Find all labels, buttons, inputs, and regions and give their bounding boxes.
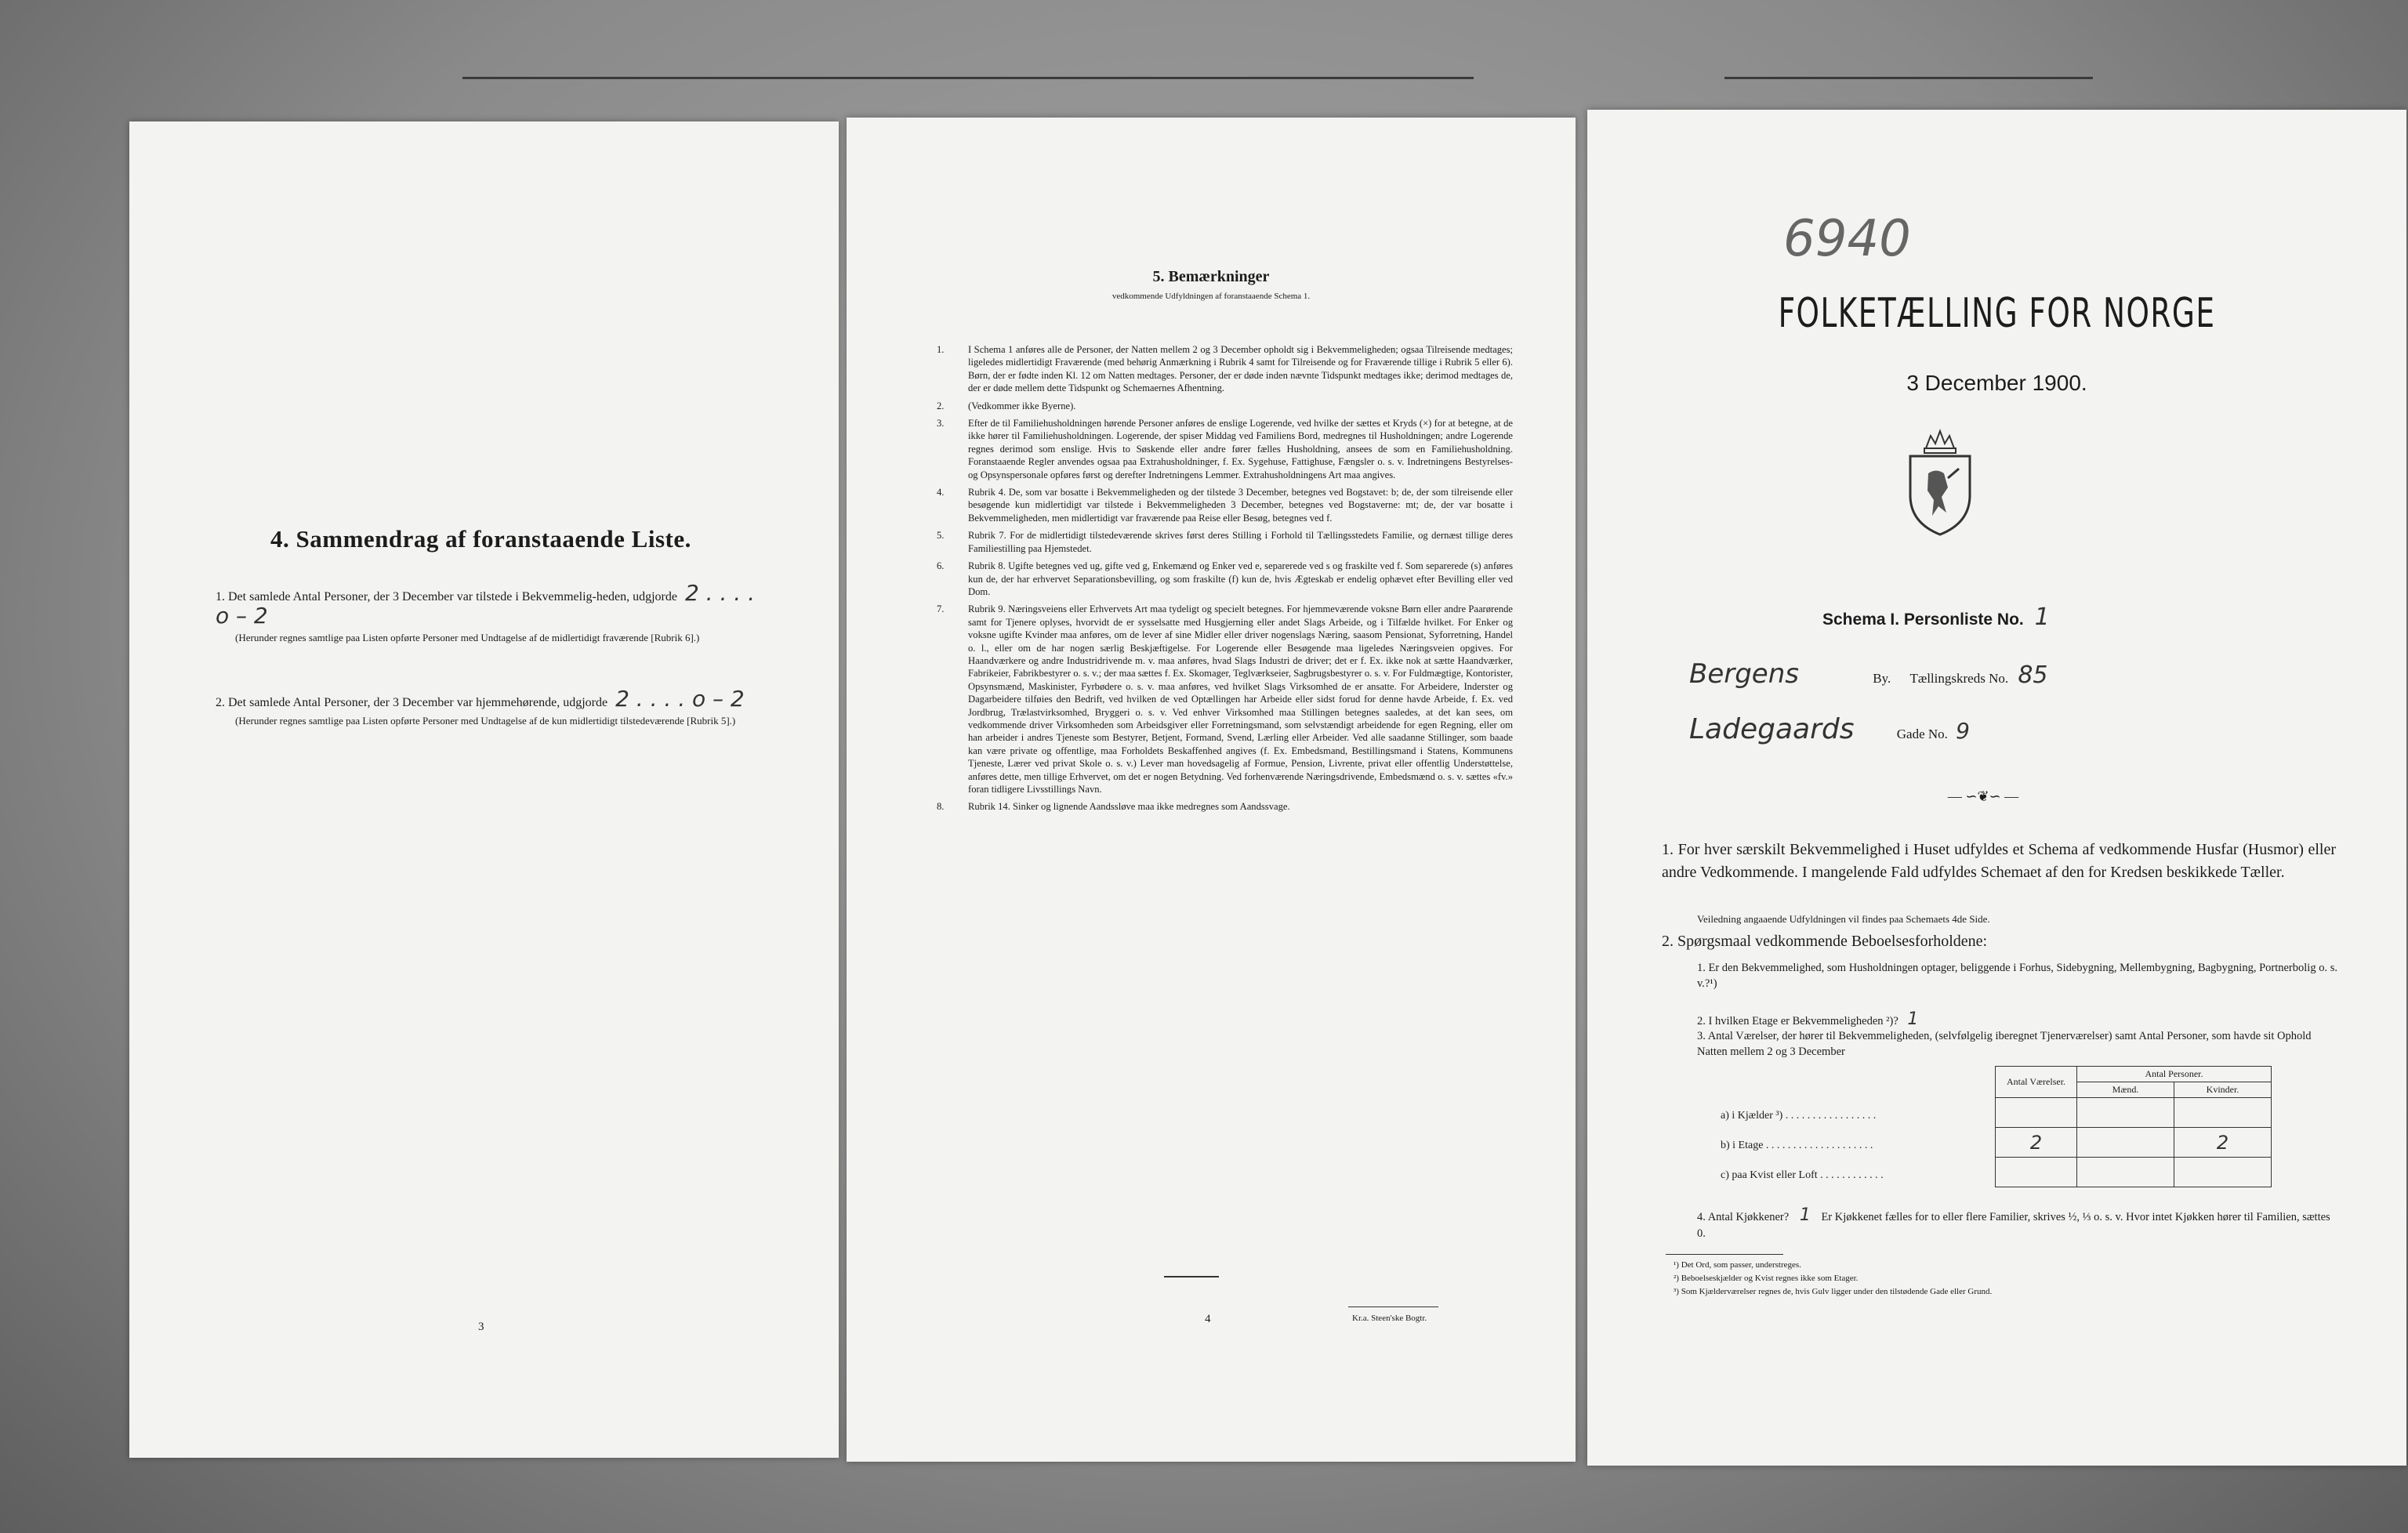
instruction-1: 1. For hver særskilt Bekvemmelighed i Huset udfyldes et Schema af vedkommende Husfar (Husmor) eller andre Vedkommende. I mangelende Fald udfyldes Schemaet af den for Kredsen beskikkede Tæller. (1662, 841, 2336, 881)
street-value: Ladegaards (1689, 713, 1855, 745)
question-4 (1697, 1207, 2340, 1242)
city-label: By. (1873, 671, 1891, 686)
table-row-a-rooms (1996, 1098, 2077, 1128)
instruction-2: 2. Spørgsmaal vedkommende Beboelsesforholdene: (1662, 933, 1988, 950)
remark-number: 8. (937, 801, 945, 813)
footnotes (1674, 1259, 2363, 1299)
table-label-a: a) i Kjælder ³) . . . . . . . . . . . . . . . . . (1721, 1110, 1877, 1122)
question-4-text: 4. Antal Kjøkkener? (1697, 1211, 1790, 1223)
instruction-1-note: Veiledning angaaende Udfyldningen vil findes paa Schemaets 4de Side. (1697, 913, 1990, 925)
table-label-b: b) i Etage . . . . . . . . . . . . . . . . . . . . (1721, 1140, 1873, 1151)
top-rule (462, 77, 1474, 79)
remark-number: 5. (937, 530, 945, 542)
ornament-divider: — ∽❦∽ — (1947, 788, 2019, 804)
archive-stamp-number: 6940 (1783, 210, 1911, 268)
table-row-a-women (2174, 1098, 2272, 1128)
remark-item (937, 603, 1513, 795)
remark-text: Efter de til Familiehusholdningen hørende Personer anføres de enslige Logerende, ved hvilke der sættes et Kryds (×) for at betegne, at de ikke hører til Familiehusholdningen. Logerende, der spiser Middag ved Familiens Bord, medregnes til Husholdningen; andre Logerende regnes derimod som enslige. Hvis to Søskende eller andre fører fælles Husholdning, ansees de som en Familiehusholdning. Foranstaaende Regler anvendes ogsaa paa Extrahusholdninger, f. Ex. Sygehuse, Fattighuse, Fængsler o. s. v. Indretningens Bestyrelses- og Opsynspersonale opføres først og derefter Indretningens Lemmer. Extrahusholdningens Art maa angives. (968, 418, 1513, 480)
table-row-b-women: 2 (2174, 1128, 2272, 1158)
table-head-men: Mænd. (2077, 1082, 2174, 1098)
remark-number: 4. (937, 487, 945, 498)
remark-item (937, 800, 1513, 813)
table-head-rooms: Antal Værelser. (1996, 1067, 2077, 1098)
form-date: 3 December 1900. (1906, 371, 2087, 395)
table-head-women: Kvinder. (2174, 1082, 2272, 1098)
question-2-text: 2. I hvilken Etage er Bekvemmeligheden ²)? (1697, 1015, 1898, 1027)
table-row-b-men (2077, 1128, 2174, 1158)
remark-item (937, 417, 1513, 481)
district-value: 85 (2018, 661, 2048, 689)
remark-text: (Vedkommer ikke Byerne). (968, 400, 1076, 411)
footnote-3: ³) Som Kjælderværelser regnes de, hvis Gulv ligger under den tilstødende Gade eller Grund. (1674, 1287, 1993, 1296)
remark-number: 3. (937, 418, 945, 429)
remarks-subheading: vedkommende Udfyldningen af foranstaaende Schema 1. (1112, 292, 1311, 301)
street-line (1689, 713, 2395, 745)
summary-item-1-note: (Herunder regnes samtlige paa Listen opførte Personer med Undtagelse af de midlertidigt fraværende [Rubrik 6].) (235, 632, 700, 643)
page-4-remarks (847, 118, 1576, 1462)
footnote-rule (1666, 1254, 1783, 1255)
table-row-c-men (2077, 1158, 2174, 1187)
remark-item (937, 529, 1513, 555)
table-head-persons: Antal Personer. (2077, 1067, 2272, 1082)
city-line (1689, 658, 2395, 690)
remark-text: Rubrik 14. Sinker og lignende Aandssløve maa ikke medregnes som Aandssvage. (968, 801, 1290, 813)
summary-item-2-note: (Herunder regnes samtlige paa Listen opførte Personer med Undtagelse af de kun midlertidigt tilstedeværende [Rubrik 5].) (235, 715, 736, 727)
remark-item (937, 560, 1513, 598)
question-2-value: 1 (1907, 1009, 1919, 1029)
remark-number: 2. (937, 400, 945, 411)
table-row-a-men (2077, 1098, 2174, 1128)
remark-number: 1. (937, 344, 945, 355)
rooms-table (1995, 1066, 2272, 1187)
city-value: Bergens (1689, 658, 1799, 690)
table-label-c: c) paa Kvist eller Loft . . . . . . . . . . . . (1721, 1169, 1884, 1181)
table-row-b-rooms: 2 (1996, 1128, 2077, 1158)
question-1: 1. Er den Bekvemmelighed, som Husholdningen optager, beliggende i Forhus, Sidebygning, Mellembygning, Bagbygning, Portnerbolig o. s. v.?¹) (1697, 962, 2337, 990)
form-title: FOLKETÆLLING FOR NORGE (1778, 290, 2216, 337)
norwegian-coat-of-arms-icon (1901, 425, 1979, 538)
summary-item-1-value: 2 . . . . o – 2 (216, 580, 755, 629)
schema-number-value: 1 (2034, 603, 2050, 631)
remark-text: Rubrik 4. De, som var bosatte i Bekvemmeligheden og der tilstede 3 December, betegnes ved Bogstavet: b; de, der som tilreisende eller besøgende kun midlertidigt var tilstede i Bekvemmeligheden 3 December, betegnes ved Bogstaverne: mt; de, der var bosatte i Bekvemmeligheden, men midlertidigt var fraværende paa Reise eller Besøg, betegnes ved f. (968, 487, 1513, 524)
summary-item-1-text: 1. Det samlede Antal Personer, der 3 December var tilstede i Bekvemmelig-heden, udgjorde (216, 590, 677, 603)
remark-text: Rubrik 9. Næringsveiens eller Erhvervets Art maa tydeligt og specielt betegnes. For hjemmeværende voksne Børn eller andre Paarørende samt for Tjenere oplyses, hvorvidt de er sysselsatte med Husgjerning eller andet Slags Arbeide, og i Tilfælde hvilket. For Enker og voksne ugifte Kvinder maa anføres, om de lever af sine Midler eller driver nogenslags Næring, saasom Pensionat, Syforretning, Handel o. l., eller om de har nogen særlig Beskjæftigelse. For Logerende eller Besøgende maa ligeledes Næringsveien opgives. For Haandværkere og andre Industridrivende m. v. maa anføres, hvad Slags Industri de driver; det er f. Ex. ikke nok at sætte Haandværker, Fabrikeier, Fabrikbestyrer o. s. v.; der maa sættes f. Ex. Skomager, Teglværkseier, Sagbrugsbestyrer o. s. v. For Fuldmægtige, Kontorister, Opsynsmænd, Maskinister, Fyrbødere o. s. v. maa anføres, ved hvilket Slags Virksomhed de er ansatte. For Arbeidere, Inderster og Dagarbeidere tilføies den Bedrift, ved hvilken de ved Optællingen har Arbeide eller sidst forud for denne havde Arbeide, f. Ex. ved Jordbrug, Trælastvirksomhed, Bryggeri o. s. v. Ved enhver Virksomhed maa Stillingen betegnes saaledes, at det kan sees, om vedkommende driver Virksomheden som Arbeidsgiver eller Forretningsmand, som selvstændigt arbeidende for egen Regning, eller om han arbeider i andres Tjeneste som Bestyrer, Betjent, Formand, Svend, Lærling eller Arbeider. Ved alle saadanne Stillinger, som baade kan være private og offentlige, maa Forholdets Beskaffenhed angives (f. Ex. Embedsmand, Bestillingsmand i Statens, Kommunens Tjeneste, Lærer ved privat Skole o. s. v.) Lever man hovedsagelig af Formue, Pension, Livrente, privat eller offentlig Understøttelse, anføres dette, men tillige Erhvervet, om det er nogen Betydning. Ved forhenværende Næringsdrivende, Embedsmænd o. s. v. sættes «fv.» foran tidligere Livsstillings Navn. (968, 603, 1513, 795)
remark-text: Rubrik 8. Ugifte betegnes ved ug, gifte ved g, Enkemænd og Enker ved e, separerede ved s og fraskilte ved f. Som separerede (s) anføres kun de, der har erhvervet Separationsbevilling, og som fraskilte (f) kun de, hvis Ægteskab er endelig ophævet efter Bevilling eller ved Dom. (968, 560, 1513, 597)
remarks-divider (1164, 1276, 1219, 1278)
summary-item-1 (216, 580, 756, 645)
summary-heading: 4. Sammendrag af foranstaaende Liste. (270, 525, 691, 553)
district-label: Tællingskreds No. (1909, 671, 2009, 686)
question-4-value: 1 (1799, 1205, 1811, 1225)
page-1-cover (1587, 110, 2406, 1466)
schema-label: Schema I. Personliste No. (1822, 611, 2024, 629)
footnote-2: ²) Beboelseskjælder og Kvist regnes ikke som Etager. (1674, 1274, 1859, 1283)
page-3-summary (129, 121, 839, 1458)
footnote-1: ¹) Det Ord, som passer, understreges. (1674, 1260, 1801, 1270)
table-row-c-women (2174, 1158, 2272, 1187)
summary-item-2-value: 2 . . . . o – 2 (615, 686, 745, 712)
street-label: Gade No. (1896, 727, 1948, 741)
remark-item (937, 343, 1513, 395)
printer-mark: Kr.a. Steen'ske Bogtr. (1352, 1314, 1427, 1323)
remark-text: Rubrik 7. For de midlertidigt tilstedeværende skrives først deres Stilling i Forhold til Tællingsstedets Familie, og dernæst tillige deres Familiestilling paa Hjemstedet. (968, 530, 1513, 554)
top-rule-right (1724, 77, 2093, 79)
remark-item (937, 486, 1513, 524)
page-number-3: 3 (478, 1321, 484, 1333)
summary-item-2 (216, 686, 756, 728)
question-2 (1697, 1009, 2340, 1029)
street-number-value: 9 (1956, 718, 1970, 744)
table-row-c-rooms (1996, 1158, 2077, 1187)
page-number-4: 4 (1205, 1313, 1211, 1325)
remark-text: I Schema 1 anføres alle de Personer, der Natten mellem 2 og 3 December opholdt sig i Bekvemmeligheden; ogsaa Tilreisende medtages; ligeledes midlertidigt Fraværende (med behørig Anmærkning i Rubrik 4 samt for Tilreisende og for Fraværende tillige i Rubrik 5 eller 6). Børn, der er fødte inden Kl. 12 om Natten medtages. Personer, der er døde inden nævnte Tidspunkt medtages ikke; derimod medtages de, der er døde mellem dette Tidspunkt og Schemaernes Afhentning. (968, 344, 1513, 394)
schema-line (1822, 603, 2050, 631)
question-4-rest: Er Kjøkkenet fælles for to eller flere Familier, skrives ½, ⅓ o. s. v. Hvor intet Kjøkken hører til Familien, sættes 0. (1697, 1211, 2330, 1240)
remark-number: 6. (937, 560, 945, 572)
printer-rule (1348, 1306, 1438, 1307)
remarks-heading: 5. Bemærkninger (1152, 268, 1270, 285)
question-3: 3. Antal Værelser, der hører til Bekvemmeligheden, (selvfølgelig iberegnet Tjenerværelser) samt Antal Personer, som havde sit Ophold Natten mellem 2 og 3 December (1697, 1030, 2312, 1058)
remark-item (937, 400, 1513, 412)
remarks-list (937, 343, 1513, 818)
summary-item-2-text: 2. Det samlede Antal Personer, der 3 December var hjemmehørende, udgjorde (216, 696, 608, 709)
remark-number: 7. (937, 603, 945, 615)
